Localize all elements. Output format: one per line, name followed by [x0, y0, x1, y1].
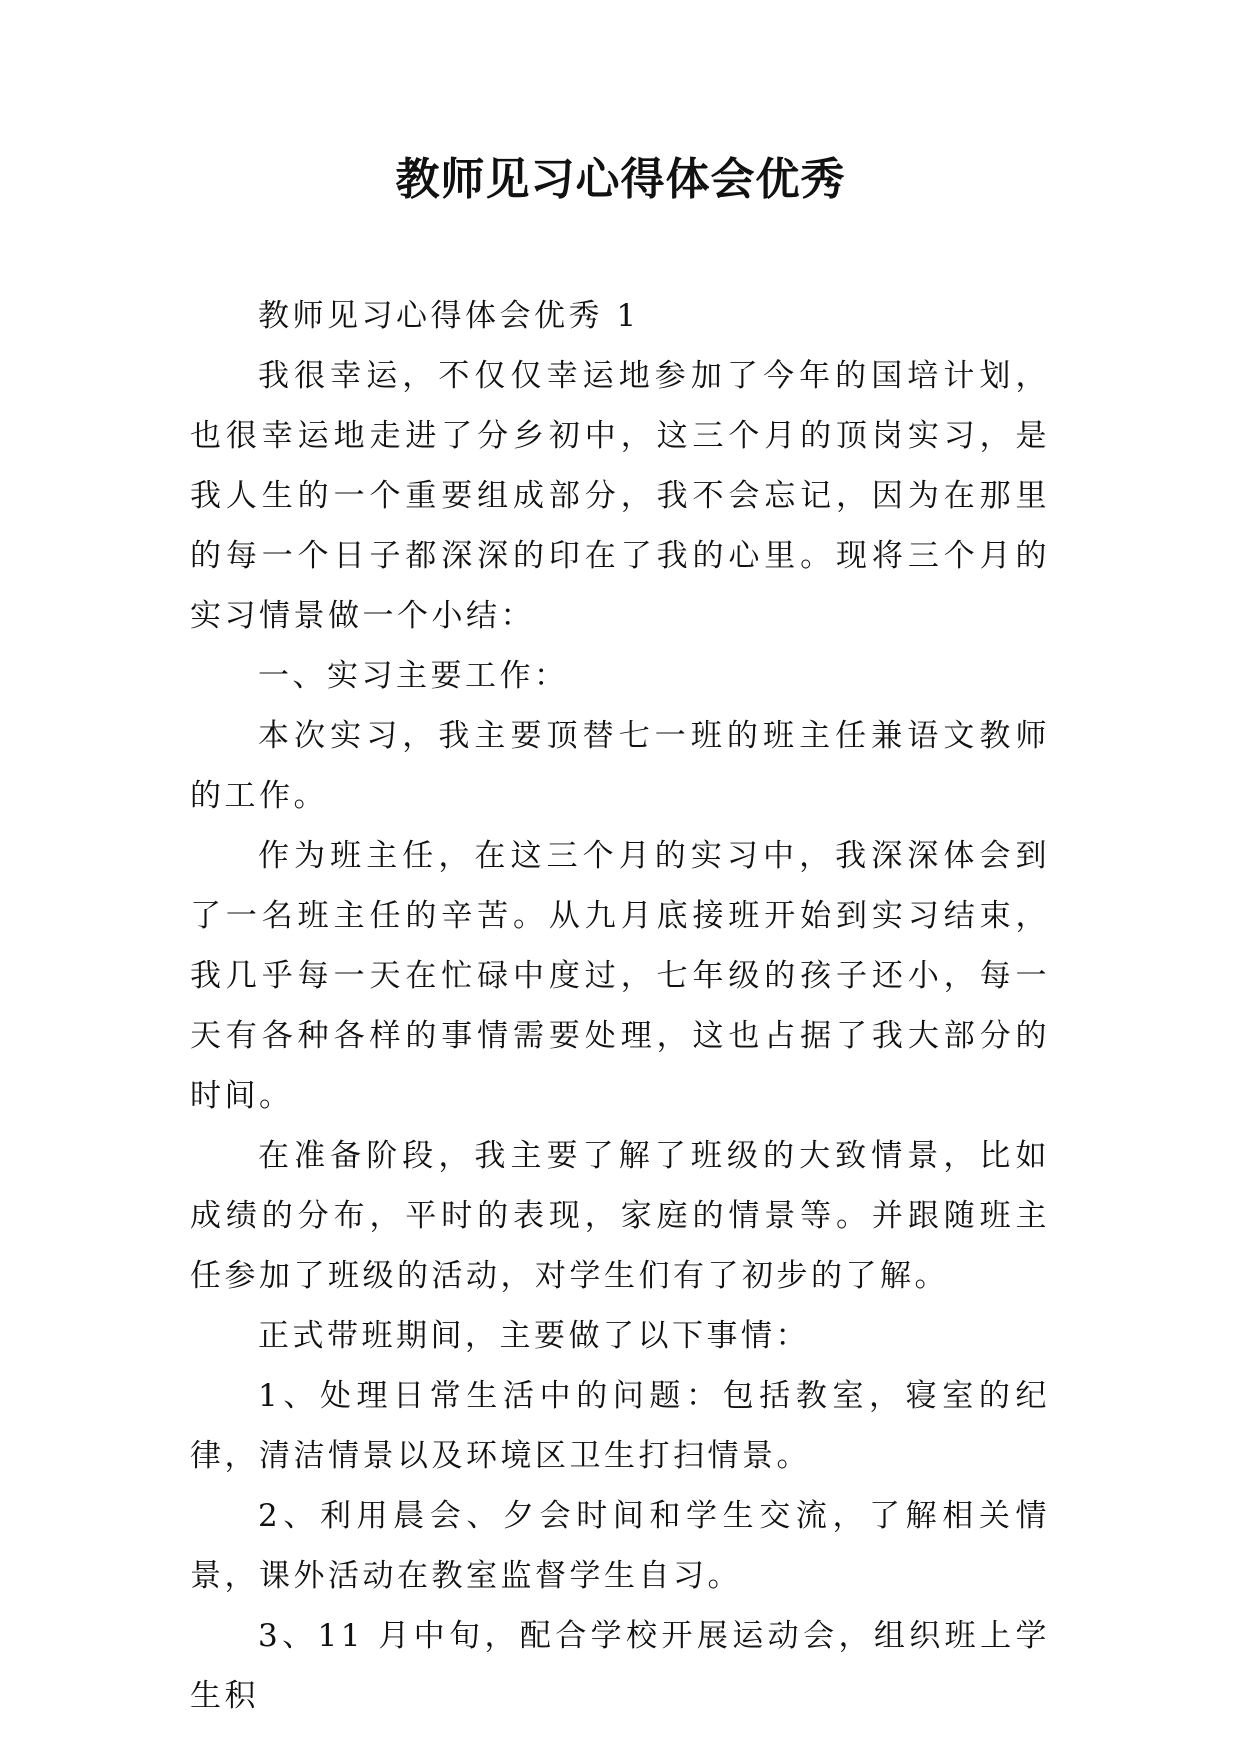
paragraph: 1、处理日常生活中的问题：包括教室，寝室的纪律，清洁情景以及环境区卫生打扫情景。 — [190, 1378, 1050, 1474]
paragraph: 3、11 月中旬，配合学校开展运动会，组织班上学生积 — [190, 1618, 1050, 1714]
document-title: 教师见习心得体会优秀 — [395, 154, 846, 205]
document-body — [190, 286, 1050, 1726]
paragraph: 本次实习，我主要顶替七一班的班主任兼语文教师的工作。 — [190, 718, 1050, 814]
paragraph: 正式带班期间，主要做了以下事情： — [258, 1318, 810, 1354]
paragraph: 2、利用晨会、夕会时间和学生交流，了解相关情景，课外活动在教室监督学生自习。 — [190, 1498, 1050, 1594]
paragraph: 一、实习主要工作： — [258, 658, 569, 694]
paragraph: 在准备阶段，我主要了解了班级的大致情景，比如成绩的分布，平时的表现，家庭的情景等。并跟随班主任参加了班级的活动，对学生们有了初步的了解。 — [190, 1138, 1050, 1294]
section-heading: 教师见习心得体会优秀 1 — [258, 298, 640, 334]
paragraph: 我很幸运，不仅仅幸运地参加了今年的国培计划，也很幸运地走进了分乡初中，这三个月的顶岗实习，是我人生的一个重要组成部分，我不会忘记，因为在那里的每一个日子都深深的印在了我的心里。现将三个月的实习情景做一个小结： — [190, 358, 1050, 634]
paragraph: 作为班主任，在这三个月的实习中，我深深体会到了一名班主任的辛苦。从九月底接班开始到实习结束，我几乎每一天在忙碌中度过，七年级的孩子还小，每一天有各种各样的事情需要处理，这也占据了我大部分的时间。 — [190, 838, 1050, 1114]
